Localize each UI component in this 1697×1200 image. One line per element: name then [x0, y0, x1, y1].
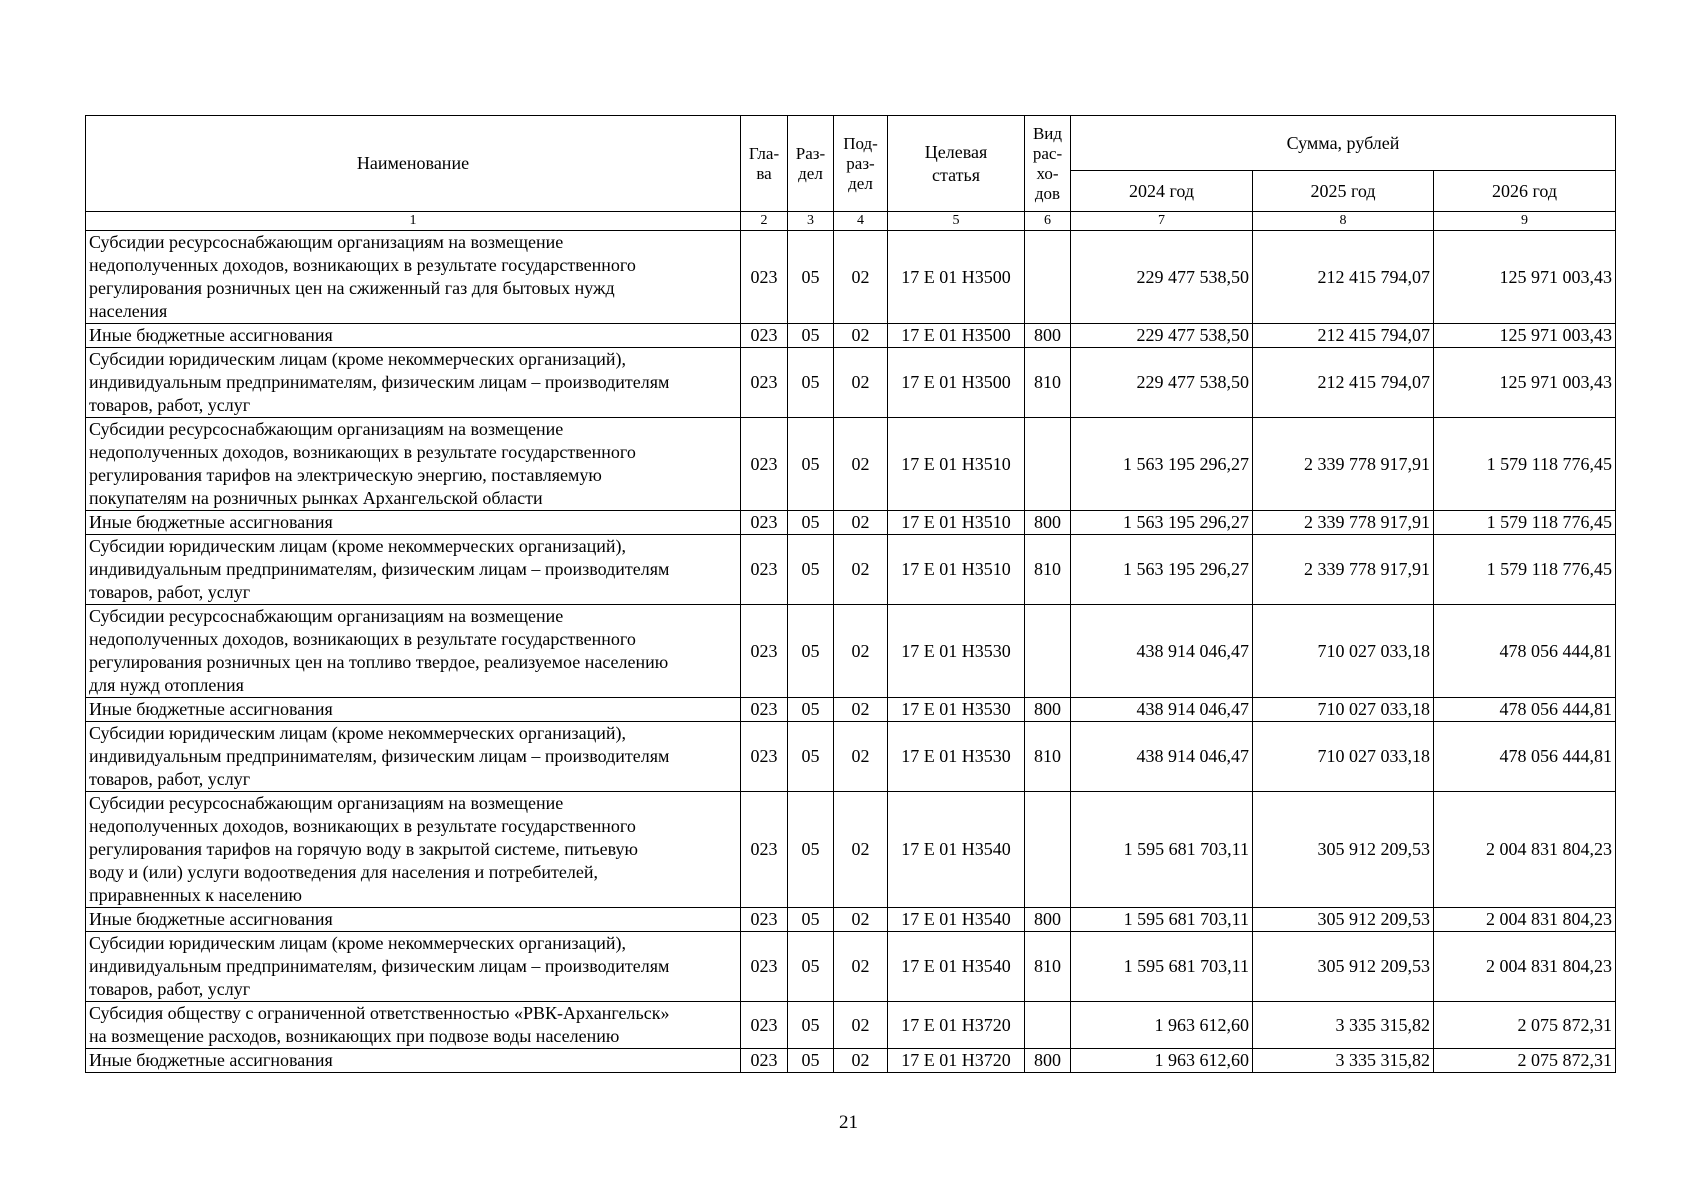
row-name: Иные бюджетные ассигнования — [86, 324, 741, 348]
row-expense-type — [1025, 1002, 1071, 1049]
row-expense-type — [1025, 231, 1071, 324]
row-name: Иные бюджетные ассигнования — [86, 908, 741, 932]
row-amount-2024: 1 563 195 296,27 — [1071, 418, 1253, 511]
row-razdel: 05 — [788, 698, 834, 722]
table-row — [86, 418, 1616, 511]
row-target-article: 17 Е 01 Н3500 — [888, 348, 1025, 418]
column-number: 7 — [1071, 212, 1253, 231]
column-number: 9 — [1434, 212, 1616, 231]
row-target-article: 17 Е 01 Н3500 — [888, 324, 1025, 348]
row-amount-2024: 438 914 046,47 — [1071, 722, 1253, 792]
table-row — [86, 511, 1616, 535]
row-target-article: 17 Е 01 Н3540 — [888, 792, 1025, 908]
row-name: Субсидии ресурсоснабжающим организациям на возмещение недополученных доходов, возникающих в результате государственного регулирования тарифов на электрическую энергию, поставляемую покупателям на розничных рынках Архангельской области — [86, 418, 741, 511]
row-podrazdel: 02 — [834, 605, 888, 698]
row-amount-2024: 229 477 538,50 — [1071, 231, 1253, 324]
row-amount-2024: 1 963 612,60 — [1071, 1002, 1253, 1049]
row-razdel: 05 — [788, 605, 834, 698]
row-amount-2024: 1 563 195 296,27 — [1071, 535, 1253, 605]
row-amount-2025: 2 339 778 917,91 — [1253, 511, 1434, 535]
row-glava: 023 — [741, 1049, 788, 1073]
row-podrazdel: 02 — [834, 535, 888, 605]
row-name: Иные бюджетные ассигнования — [86, 511, 741, 535]
budget-table — [85, 115, 1616, 1073]
row-expense-type: 800 — [1025, 1049, 1071, 1073]
row-podrazdel: 02 — [834, 348, 888, 418]
table-row — [86, 535, 1616, 605]
row-name: Иные бюджетные ассигнования — [86, 1049, 741, 1073]
row-glava: 023 — [741, 418, 788, 511]
row-expense-type: 800 — [1025, 511, 1071, 535]
row-podrazdel: 02 — [834, 792, 888, 908]
row-amount-2026: 2 004 831 804,23 — [1434, 932, 1616, 1002]
row-amount-2024: 1 963 612,60 — [1071, 1049, 1253, 1073]
row-podrazdel: 02 — [834, 1049, 888, 1073]
row-glava: 023 — [741, 231, 788, 324]
row-amount-2024: 1 563 195 296,27 — [1071, 511, 1253, 535]
header-podrazdel: Под- раз- дел — [834, 116, 888, 212]
row-amount-2026: 2 075 872,31 — [1434, 1049, 1616, 1073]
row-podrazdel: 02 — [834, 511, 888, 535]
row-podrazdel: 02 — [834, 231, 888, 324]
header-razdel: Раз- дел — [788, 116, 834, 212]
row-glava: 023 — [741, 535, 788, 605]
row-amount-2026: 125 971 003,43 — [1434, 348, 1616, 418]
row-amount-2026: 1 579 118 776,45 — [1434, 535, 1616, 605]
row-amount-2026: 2 004 831 804,23 — [1434, 792, 1616, 908]
row-expense-type: 810 — [1025, 932, 1071, 1002]
row-amount-2025: 212 415 794,07 — [1253, 348, 1434, 418]
row-name: Иные бюджетные ассигнования — [86, 698, 741, 722]
row-razdel: 05 — [788, 1002, 834, 1049]
table-row — [86, 1002, 1616, 1049]
row-target-article: 17 Е 01 Н3510 — [888, 511, 1025, 535]
row-amount-2026: 2 004 831 804,23 — [1434, 908, 1616, 932]
header-glava: Гла- ва — [741, 116, 788, 212]
row-glava: 023 — [741, 605, 788, 698]
row-glava: 023 — [741, 324, 788, 348]
row-glava: 023 — [741, 932, 788, 1002]
page-number: 21 — [839, 1112, 858, 1133]
row-razdel: 05 — [788, 722, 834, 792]
row-podrazdel: 02 — [834, 324, 888, 348]
row-glava: 023 — [741, 348, 788, 418]
row-amount-2025: 212 415 794,07 — [1253, 231, 1434, 324]
row-amount-2025: 3 335 315,82 — [1253, 1002, 1434, 1049]
row-amount-2025: 710 027 033,18 — [1253, 698, 1434, 722]
table-row — [86, 1049, 1616, 1073]
header-year-2025: 2025 год — [1253, 171, 1434, 212]
row-target-article: 17 Е 01 Н3510 — [888, 418, 1025, 511]
row-amount-2026: 478 056 444,81 — [1434, 698, 1616, 722]
row-amount-2024: 438 914 046,47 — [1071, 605, 1253, 698]
row-name: Субсидии ресурсоснабжающим организациям на возмещение недополученных доходов, возникающих в результате государственного регулирования тарифов на горячую воду в закрытой системе, питьевую воду и (или) услуги водоотведения для населения и потребителей, приравненных к населению — [86, 792, 741, 908]
row-amount-2026: 125 971 003,43 — [1434, 231, 1616, 324]
table-row — [86, 722, 1616, 792]
row-amount-2024: 229 477 538,50 — [1071, 348, 1253, 418]
row-podrazdel: 02 — [834, 932, 888, 1002]
table-row — [86, 792, 1616, 908]
row-razdel: 05 — [788, 511, 834, 535]
row-glava: 023 — [741, 698, 788, 722]
row-target-article: 17 Е 01 Н3530 — [888, 605, 1025, 698]
row-razdel: 05 — [788, 535, 834, 605]
row-amount-2025: 2 339 778 917,91 — [1253, 535, 1434, 605]
header-year-2026: 2026 год — [1434, 171, 1616, 212]
header-sum: Сумма, рублей — [1071, 116, 1616, 171]
column-number: 4 — [834, 212, 888, 231]
row-amount-2024: 1 595 681 703,11 — [1071, 932, 1253, 1002]
row-amount-2025: 2 339 778 917,91 — [1253, 418, 1434, 511]
row-name: Субсидии юридическим лицам (кроме некоммерческих организаций), индивидуальным предпринимателям, физическим лицам – производителям товаров, работ, услуг — [86, 535, 741, 605]
row-expense-type: 800 — [1025, 698, 1071, 722]
row-razdel: 05 — [788, 418, 834, 511]
row-target-article: 17 Е 01 Н3540 — [888, 908, 1025, 932]
row-name: Субсидии юридическим лицам (кроме некоммерческих организаций), индивидуальным предпринимателям, физическим лицам – производителям товаров, работ, услуг — [86, 722, 741, 792]
row-amount-2026: 1 579 118 776,45 — [1434, 418, 1616, 511]
row-razdel: 05 — [788, 324, 834, 348]
header-name: Наименование — [86, 116, 741, 212]
row-expense-type: 810 — [1025, 348, 1071, 418]
row-expense-type: 800 — [1025, 324, 1071, 348]
row-podrazdel: 02 — [834, 418, 888, 511]
row-amount-2025: 3 335 315,82 — [1253, 1049, 1434, 1073]
row-expense-type: 810 — [1025, 722, 1071, 792]
header-target-article: Целевая статья — [888, 116, 1025, 212]
row-target-article: 17 Е 01 Н3540 — [888, 932, 1025, 1002]
row-amount-2026: 2 075 872,31 — [1434, 1002, 1616, 1049]
row-amount-2025: 212 415 794,07 — [1253, 324, 1434, 348]
row-razdel: 05 — [788, 932, 834, 1002]
row-amount-2025: 305 912 209,53 — [1253, 908, 1434, 932]
row-name: Субсидии ресурсоснабжающим организациям на возмещение недополученных доходов, возникающих в результате государственного регулирования розничных цен на топливо твердое, реализуемое населению для нужд отопления — [86, 605, 741, 698]
row-name: Субсидии ресурсоснабжающим организациям на возмещение недополученных доходов, возникающих в результате государственного регулирования розничных цен на сжиженный газ для бытовых нужд населения — [86, 231, 741, 324]
row-amount-2026: 1 579 118 776,45 — [1434, 511, 1616, 535]
header-expense-type: Вид рас- хо- дов — [1025, 116, 1071, 212]
row-amount-2024: 438 914 046,47 — [1071, 698, 1253, 722]
row-podrazdel: 02 — [834, 698, 888, 722]
row-target-article: 17 Е 01 Н3720 — [888, 1002, 1025, 1049]
row-amount-2026: 125 971 003,43 — [1434, 324, 1616, 348]
header-year-2024: 2024 год — [1071, 171, 1253, 212]
row-glava: 023 — [741, 792, 788, 908]
row-glava: 023 — [741, 722, 788, 792]
column-number-row — [86, 212, 1616, 231]
row-name: Субсидии юридическим лицам (кроме некоммерческих организаций), индивидуальным предпринимателям, физическим лицам – производителям товаров, работ, услуг — [86, 932, 741, 1002]
row-amount-2026: 478 056 444,81 — [1434, 722, 1616, 792]
table-row — [86, 348, 1616, 418]
row-amount-2025: 305 912 209,53 — [1253, 792, 1434, 908]
row-expense-type — [1025, 605, 1071, 698]
row-amount-2024: 1 595 681 703,11 — [1071, 792, 1253, 908]
row-amount-2026: 478 056 444,81 — [1434, 605, 1616, 698]
row-target-article: 17 Е 01 Н3500 — [888, 231, 1025, 324]
table-row — [86, 908, 1616, 932]
row-razdel: 05 — [788, 231, 834, 324]
column-number: 8 — [1253, 212, 1434, 231]
table-row — [86, 231, 1616, 324]
row-podrazdel: 02 — [834, 722, 888, 792]
row-razdel: 05 — [788, 348, 834, 418]
row-expense-type — [1025, 792, 1071, 908]
column-number: 2 — [741, 212, 788, 231]
row-razdel: 05 — [788, 908, 834, 932]
row-razdel: 05 — [788, 792, 834, 908]
table-row — [86, 605, 1616, 698]
row-amount-2025: 710 027 033,18 — [1253, 722, 1434, 792]
row-amount-2025: 305 912 209,53 — [1253, 932, 1434, 1002]
row-name: Субсидии юридическим лицам (кроме некоммерческих организаций), индивидуальным предпринимателям, физическим лицам – производителям товаров, работ, услуг — [86, 348, 741, 418]
row-expense-type: 800 — [1025, 908, 1071, 932]
column-number: 1 — [86, 212, 741, 231]
column-number: 6 — [1025, 212, 1071, 231]
row-podrazdel: 02 — [834, 1002, 888, 1049]
table-row — [86, 932, 1616, 1002]
row-glava: 023 — [741, 1002, 788, 1049]
row-glava: 023 — [741, 511, 788, 535]
row-target-article: 17 Е 01 Н3530 — [888, 698, 1025, 722]
table-row — [86, 324, 1616, 348]
row-amount-2024: 229 477 538,50 — [1071, 324, 1253, 348]
row-amount-2025: 710 027 033,18 — [1253, 605, 1434, 698]
row-razdel: 05 — [788, 1049, 834, 1073]
row-name: Субсидия обществу с ограниченной ответственностью «РВК-Архангельск» на возмещение расходов, возникающих при подвозе воды населению — [86, 1002, 741, 1049]
row-podrazdel: 02 — [834, 908, 888, 932]
row-target-article: 17 Е 01 Н3720 — [888, 1049, 1025, 1073]
table-row — [86, 698, 1616, 722]
row-target-article: 17 Е 01 Н3510 — [888, 535, 1025, 605]
column-number: 5 — [888, 212, 1025, 231]
row-expense-type — [1025, 418, 1071, 511]
row-expense-type: 810 — [1025, 535, 1071, 605]
column-number: 3 — [788, 212, 834, 231]
row-glava: 023 — [741, 908, 788, 932]
row-amount-2024: 1 595 681 703,11 — [1071, 908, 1253, 932]
row-target-article: 17 Е 01 Н3530 — [888, 722, 1025, 792]
